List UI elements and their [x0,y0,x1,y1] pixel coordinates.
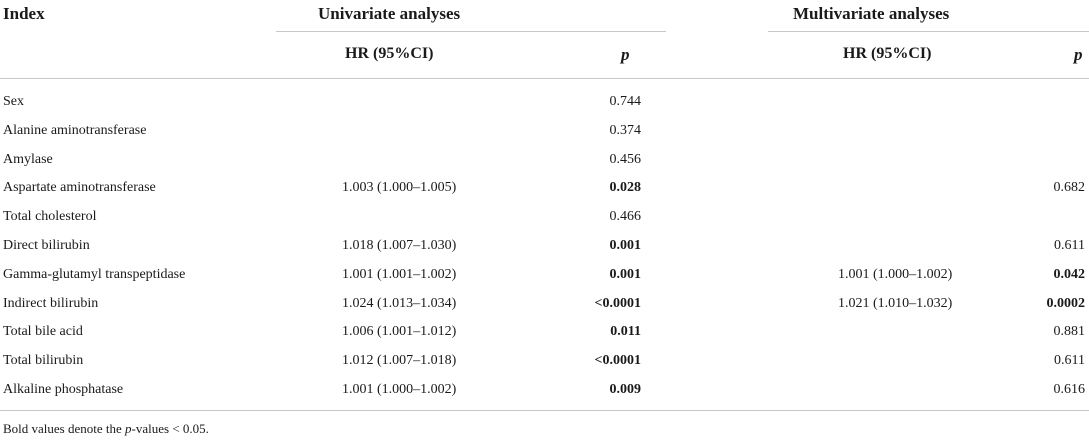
row-uni-hr: 1.006 (1.001–1.012) [342,324,457,339]
row-index: Direct bilirubin [3,238,90,253]
row-index: Amylase [3,152,53,167]
header-index: Index [3,4,45,23]
row-index: Total cholesterol [3,209,97,224]
row-multi-hr: 1.001 (1.000–1.002) [838,267,953,282]
footnote-suffix: -values < 0.05. [131,421,209,436]
row-index: Aspartate aminotransferase [3,180,156,195]
row-index: Total bilirubin [3,353,84,368]
row-uni-p: <0.0001 [594,353,641,368]
row-multi-p: 0.616 [1053,382,1085,397]
row-uni-p: 0.011 [610,324,641,339]
row-index: Alkaline phosphatase [3,382,124,397]
header-univariate: Univariate analyses [318,4,461,23]
row-index: Total bile acid [3,324,83,339]
footnote-prefix: Bold values denote the [3,421,126,436]
header-uni-hr: HR (95%CI) [345,45,434,62]
row-uni-p: 0.009 [609,382,641,397]
univariate-underline [276,31,666,32]
row-multi-p: 0.611 [1054,353,1085,368]
row-uni-p: 0.466 [609,209,641,224]
row-index: Alanine aminotransferase [3,123,147,138]
row-uni-hr: 1.012 (1.007–1.018) [342,353,457,368]
row-uni-p: 0.028 [609,180,641,195]
multivariate-underline [768,31,1089,32]
row-multi-p: 0.611 [1054,238,1085,253]
row-multi-p: 0.0002 [1046,296,1085,311]
header-uni-p: p [621,45,630,64]
row-multi-hr: 1.021 (1.010–1.032) [838,296,953,311]
row-uni-p: <0.0001 [594,296,641,311]
header-rule [0,78,1089,79]
row-multi-p: 0.881 [1053,324,1085,339]
footnote [3,421,209,437]
row-multi-p: 0.042 [1053,267,1085,282]
row-uni-hr: 1.001 (1.001–1.002) [342,267,457,282]
header-multi-p: p [1074,45,1083,64]
header-multi-hr: HR (95%CI) [843,45,932,62]
row-index: Gamma-glutamyl transpeptidase [3,267,186,282]
row-uni-hr: 1.003 (1.000–1.005) [342,180,457,195]
row-uni-hr: 1.024 (1.013–1.034) [342,296,457,311]
row-index: Sex [3,94,24,109]
bottom-rule [0,410,1089,411]
footnote-italic-p: p [125,421,132,436]
row-uni-p: 0.744 [609,94,641,109]
row-uni-hr: 1.018 (1.007–1.030) [342,238,457,253]
row-uni-p: 0.456 [609,152,641,167]
row-uni-p: 0.374 [609,123,641,138]
row-uni-p: 0.001 [609,267,641,282]
header-multivariate: Multivariate analyses [793,4,950,23]
row-multi-p: 0.682 [1053,180,1085,195]
row-uni-p: 0.001 [609,238,641,253]
row-index: Indirect bilirubin [3,296,99,311]
row-uni-hr: 1.001 (1.000–1.002) [342,382,457,397]
